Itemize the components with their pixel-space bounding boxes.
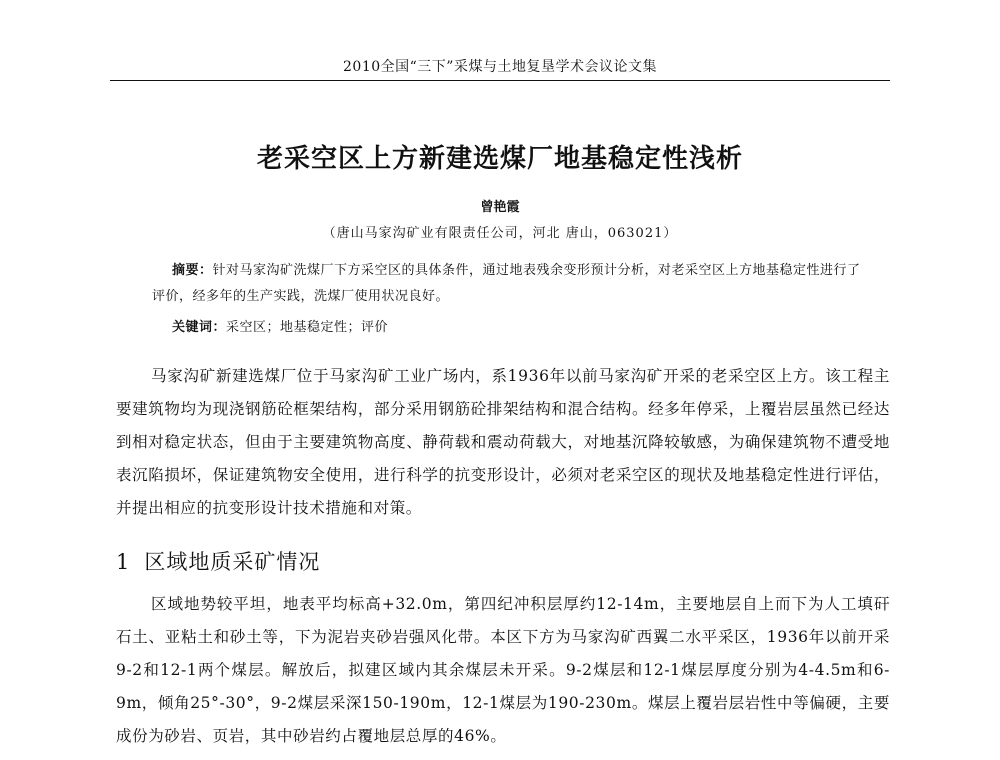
author-name: 曾艳霞 [480,200,520,215]
abstract-text: 针对马家沟矿洗煤厂下方采空区的具体条件，通过地表残余变形预计分析，对老采空区上方地基稳定性进行了评价，经多年的生产实践，洗煤厂使用状况良好。 [152,263,861,304]
section-1-title: 区域地质采矿情况 [144,550,321,574]
keywords [172,316,862,335]
abstract-label: 摘要： [172,263,213,278]
header-rule [110,80,890,81]
paper-title: 老采空区上方新建选煤厂地基稳定性浅析 [256,144,743,174]
section-1-heading [116,546,320,576]
abstract [152,258,862,310]
intro-paragraph: 马家沟矿新建选煤厂位于马家沟矿工业广场内，系1936年以前马家沟矿开采的老采空区上方。该工程主要建筑物均为现浇钢筋砼框架结构，部分采用钢筋砼排架结构和混合结构。经多年停采，上覆岩层虽然已经达到相对稳定状态，但由于主要建筑物高度、静荷载和震动荷载大，对地基沉降较敏感，为确保建筑物不遭受地表沉陷损坏，保证建筑物安全使用，进行科学的抗变形设计，必须对老采空区的现状及地基稳定性进行评估，并提出相应的抗变形设计技术措施和对策。 [116,367,890,517]
section-1-number: 1 [116,550,131,574]
keywords-label: 关键词： [172,320,227,335]
author-affiliation: （唐山马家沟矿业有限责任公司，河北 唐山，063021） [322,226,678,241]
keywords-text: 采空区；地基稳定性；评价 [226,320,389,335]
running-header: 2010全国“三下”采煤与土地复垦学术会议论文集 [343,59,657,75]
section-1-paragraph: 区域地势较平坦，地表平均标高+32.0m，第四纪冲积层厚约12-14m，主要地层自上而下为人工填矸石土、亚粘土和砂土等，下为泥岩夹砂岩强风化带。本区下方为马家沟矿西翼二水平采区，1936年以前开采9-2和12-1两个煤层。解放后，拟建区域内其余煤层未开采。9-2煤层和12-1煤层厚度分别为4-4.5m和6-9m，倾角25°-30°，9-2煤层采深150-190m，12-1煤层为190-230m。煤层上覆岩层岩性中等偏硬，主要成份为砂岩、页岩，其中砂岩约占覆地层总厚的46%。 [116,595,890,745]
